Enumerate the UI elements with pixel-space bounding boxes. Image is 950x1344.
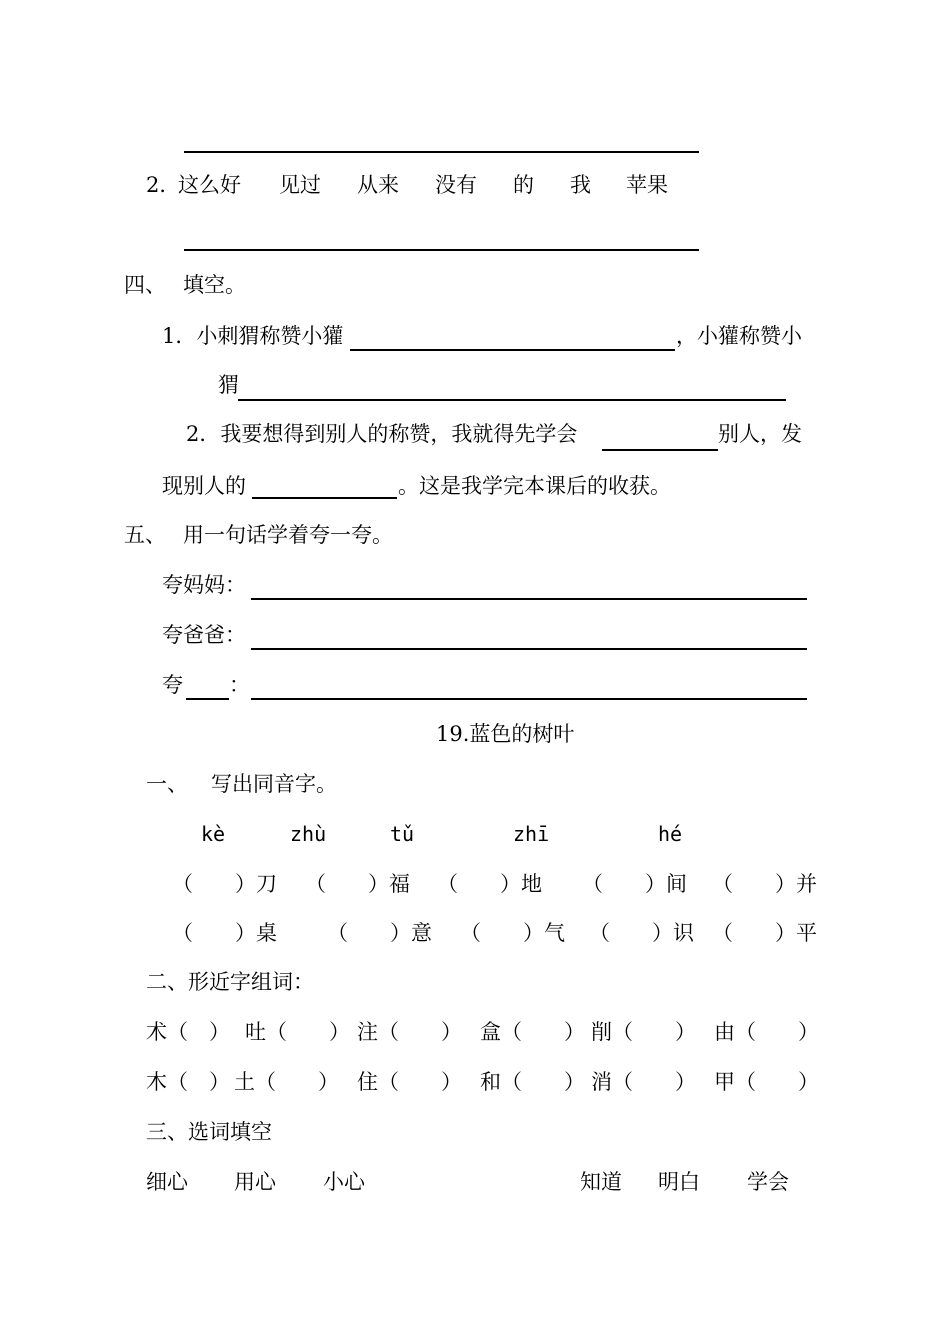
pinyin: zhù [290, 822, 327, 846]
q2-number: 2． [146, 173, 181, 197]
similar-char-cell[interactable]: 住（ ） [357, 1070, 462, 1094]
homophone-cell[interactable]: （ ）平 [712, 921, 817, 945]
s4-item1-text-c: 猬 [218, 373, 239, 397]
s4-item2-text-d: 。这是我学完本课后的收获。 [398, 474, 671, 498]
l19-s1-heading: 写出同音字。 [211, 772, 337, 796]
q2-word: 见过 [279, 173, 321, 197]
s5-label-other-a: 夸 [162, 673, 183, 697]
section4-number: 四、 [124, 273, 166, 297]
q2-word: 没有 [435, 173, 477, 197]
similar-char-cell[interactable]: 吐（ ） [245, 1020, 350, 1044]
pinyin: kè [201, 822, 226, 846]
answer-line-q2[interactable] [184, 249, 699, 251]
similar-char-cell[interactable]: 术（ ） [146, 1020, 230, 1044]
s4-item1-text-b: ，小獾称赞小 [676, 324, 802, 348]
word-choice: 学会 [747, 1170, 789, 1194]
l19-s2-heading: 二、形近字组词： [146, 970, 314, 994]
l19-s1-number: 一、 [146, 772, 188, 796]
section5-heading: 用一句话学着夸一夸。 [183, 523, 393, 547]
s5-blank-who[interactable] [186, 698, 229, 700]
word-choice: 知道 [580, 1170, 622, 1194]
s4-item2-blank[interactable] [602, 449, 718, 451]
word-choice: 小心 [323, 1170, 365, 1194]
similar-char-cell[interactable]: 甲（ ） [714, 1070, 819, 1094]
s5-label-mom: 夸妈妈： [162, 573, 246, 597]
similar-char-cell[interactable]: 由（ ） [714, 1020, 819, 1044]
homophone-cell[interactable]: （ ）识 [589, 921, 694, 945]
q2-word: 的 [513, 173, 534, 197]
s4-item2-text-c: 现别人的 [162, 474, 246, 498]
q2-word: 从来 [357, 173, 399, 197]
s5-label-other-b: ： [229, 673, 250, 697]
homophone-cell[interactable]: （ ）间 [582, 872, 687, 896]
homophone-cell[interactable]: （ ）桌 [172, 921, 277, 945]
q2-word: 这么好 [178, 173, 241, 197]
s4-item1-blank2[interactable] [238, 399, 786, 401]
s5-blank-mom[interactable] [251, 598, 807, 600]
section4-heading: 填空。 [183, 273, 246, 297]
q2-word: 苹果 [626, 173, 668, 197]
similar-char-cell[interactable]: 盒（ ） [480, 1020, 585, 1044]
s4-item1-text: 1．小刺猬称赞小獾 [162, 324, 344, 348]
s5-label-dad: 夸爸爸： [162, 623, 246, 647]
word-choice: 明白 [658, 1170, 700, 1194]
similar-char-cell[interactable]: 木（ ） [146, 1070, 230, 1094]
answer-line-q1[interactable] [184, 151, 699, 153]
lesson-title: 19.蓝色的树叶 [436, 722, 575, 746]
word-choice: 细心 [146, 1170, 188, 1194]
homophone-cell[interactable]: （ ）刀 [172, 872, 277, 896]
homophone-cell[interactable]: （ ）气 [460, 921, 565, 945]
s5-blank-dad[interactable] [251, 648, 807, 650]
word-choice: 用心 [234, 1170, 276, 1194]
pinyin: hé [658, 822, 683, 846]
homophone-cell[interactable]: （ ）并 [712, 872, 817, 896]
q2-word: 我 [570, 173, 591, 197]
s4-item2-text: 2．我要想得到别人的称赞，我就得先学会 [186, 422, 578, 446]
similar-char-cell[interactable]: 和（ ） [480, 1070, 585, 1094]
section5-number: 五、 [124, 523, 166, 547]
similar-char-cell[interactable]: 土（ ） [234, 1070, 339, 1094]
similar-char-cell[interactable]: 注（ ） [357, 1020, 462, 1044]
pinyin: tǔ [390, 822, 415, 846]
pinyin: zhī [513, 822, 550, 846]
homophone-cell[interactable]: （ ）福 [305, 872, 410, 896]
s4-item2-text-b: 别人，发 [718, 422, 802, 446]
s4-item1-blank[interactable] [350, 349, 675, 351]
homophone-cell[interactable]: （ ）意 [327, 921, 432, 945]
similar-char-cell[interactable]: 消（ ） [591, 1070, 696, 1094]
l19-s3-heading: 三、选词填空 [146, 1120, 272, 1144]
s5-blank-other[interactable] [251, 698, 807, 700]
s4-item2-blank2[interactable] [252, 497, 397, 499]
similar-char-cell[interactable]: 削（ ） [591, 1020, 696, 1044]
homophone-cell[interactable]: （ ）地 [437, 872, 542, 896]
